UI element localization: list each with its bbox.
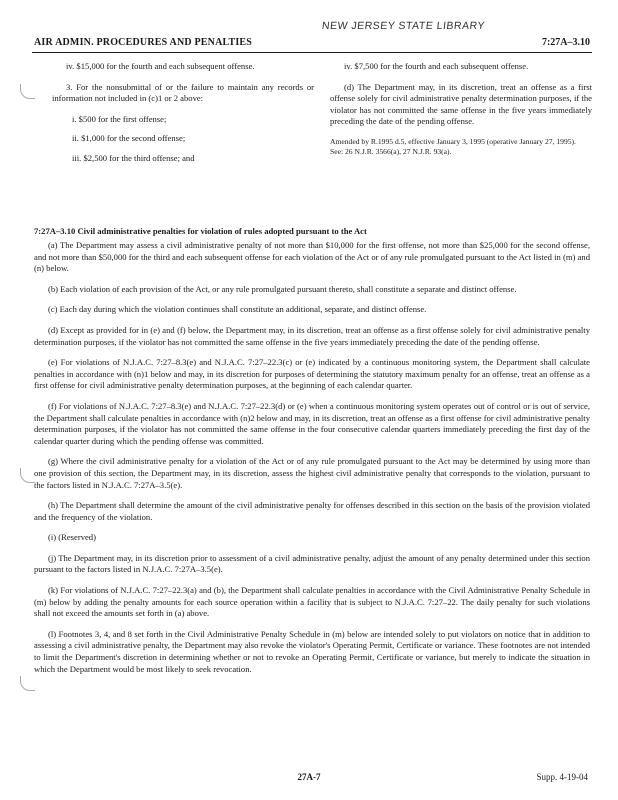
paragraph-j: (j) The Department may, in its discretion prior to assessment of a civil administrative penalty, adjust the amount of any penalty determined under this section pursuant to the factors listed in N.J.A.C. 7:27A–3.5(e). xyxy=(34,552,590,575)
paragraph-i: (i) (Reserved) xyxy=(48,532,96,543)
right-item-iv: iv. $7,500 for the fourth and each subsequent offense. xyxy=(344,61,529,71)
left-column xyxy=(52,61,314,173)
page-number: 27A-7 xyxy=(297,772,321,782)
paragraph-g: (g) Where the civil administrative penalty for a violation of the Act or of any rule promulgated pursuant to the Act may be determined by using more than one provision of this section, the Department may, in its discretion, assess the highest civil administrative penalty that corresponds to the violation, pursuant to the factors listed in N.J.A.C. 7:27A–3.5(e). xyxy=(34,456,590,490)
paragraph-f: (f) For violations of N.J.A.C. 7:27–8.3(e) and N.J.A.C. 7:27–22.3(d) or (e) when a continuous monitoring system operates out of control or is out of service, the Department shall calculate penalties in accordance with (n)2 below and may, in its discretion, treat an offense as a first offense for civil administrative penalty determination purposes, if the violator has not committed the same offense in the four consecutive calendar quarters immediately preceding the first day of the calendar quarter during which the pending offense was committed. xyxy=(34,400,590,446)
binding-hole-mark xyxy=(20,84,35,99)
left-item-i: i. $500 for the first offense; xyxy=(72,113,167,124)
binding-hole-mark xyxy=(20,676,35,691)
supplement-date: Supp. 4-19-04 xyxy=(536,772,588,782)
paragraph-h: (h) The Department shall determine the amount of the civil administrative penalty for offenses described in this section on the basis of the provision violated and the frequency of the violation. xyxy=(34,500,590,522)
right-column xyxy=(330,61,592,156)
left-paragraph-3: 3. For the nonsubmittal of or the failure to maintain any records or information not included in (c)1 or 2 above: xyxy=(52,81,314,104)
amendment-note: Amended by R.1995 d.5, effective January 3, 1995 (operative January 27, 1995). xyxy=(330,136,576,146)
section-heading: 7:27A–3.10 Civil administrative penalties for violation of rules adopted pursuant to the Act xyxy=(34,226,367,236)
running-header-section: 7:27A–3.10 xyxy=(541,37,590,48)
right-paragraph-d: (d) The Department may, in its discretion, treat an offense as a first offense solely for civil administrative penalty determination purposes, if the violator has not committed the same offense in the five years immediately preceding the date of the pending offense. xyxy=(330,81,592,127)
paragraph-l: (l) Footnotes 3, 4, and 8 set forth in the Civil Administrative Penalty Schedule in (m) below are intended solely to put violators on notice that in addition to assessing a civil administrative penalty, the Department may also revoke the violator's Operating Permit, Certificate or variance. These footnotes are not intended to limit the Department's discretion in determining whether or not to revoke an Operating Permit, Certificate or variance, but merely to indicate the situation in which the Department would be most likely to seek revocation. xyxy=(34,628,590,674)
left-item-iii: iii. $2,500 for the third offense; and xyxy=(72,152,195,163)
library-stamp: NEW JERSEY STATE LIBRARY xyxy=(321,20,486,32)
binding-hole-mark xyxy=(20,468,35,483)
section-body xyxy=(34,240,590,684)
header-rule xyxy=(32,52,592,53)
left-item-ii: ii. $1,000 for the second offense; xyxy=(72,133,186,144)
paragraph-b: (b) Each violation of each provision of the Act, or any rule promulgated pursuant thereto, shall constitute a separate and distinct offense. xyxy=(48,283,517,294)
running-header-title: AIR ADMIN. PROCEDURES AND PENALTIES xyxy=(34,37,253,48)
left-item-iv: iv. $15,000 for the fourth and each subsequent offense. xyxy=(66,61,255,71)
paragraph-c: (c) Each day during which the violation continues shall constitute an additional, separate, and distinct offense. xyxy=(48,304,427,315)
see-citation: See: 26 N.J.R. 3566(a), 27 N.J.R. 93(a). xyxy=(330,146,452,156)
paragraph-k: (k) For violations of N.J.A.C. 7:27–22.3(a) and (b), the Department shall calculate penalties in accordance with the Civil Administrative Penalty Schedule in (m) below by adding the penalty amounts for each source operation within a facility that is subject to N.J.A.C. 7:27–22. The daily penalty for such violations shall not exceed the amounts set forth in (a) above. xyxy=(34,585,590,619)
paragraph-e: (e) For violations of N.J.A.C. 7:27–8.3(e) and N.J.A.C. 7:27–22.3(c) or (e) indicated by a continuous monitoring system, the Department shall calculate penalties in accordance with (n)1 below and may, in its discretion for purposes of determining the statutory maximum penalty for an offense, treat an offense as a first offense for civil administrative penalty determination purposes, at the beginning of each calendar quarter. xyxy=(34,357,590,391)
paragraph-a: (a) The Department may assess a civil administrative penalty of not more than $10,000 for the first offense, not more than $25,000 for the second offense, and not more than $50,000 for the third and each subsequent offense for each violation of the Act or of any rule promulgated pursuant to the Act listed in (m) and (n) below. xyxy=(34,240,590,274)
paragraph-d: (d) Except as provided for in (e) and (f) below, the Department may, in its discretion, treat an offense as a first offense solely for civil administrative penalty determination purposes, if the violator has not committed the same offense in the five years immediately preceding the date of the pending offense. xyxy=(34,324,590,347)
